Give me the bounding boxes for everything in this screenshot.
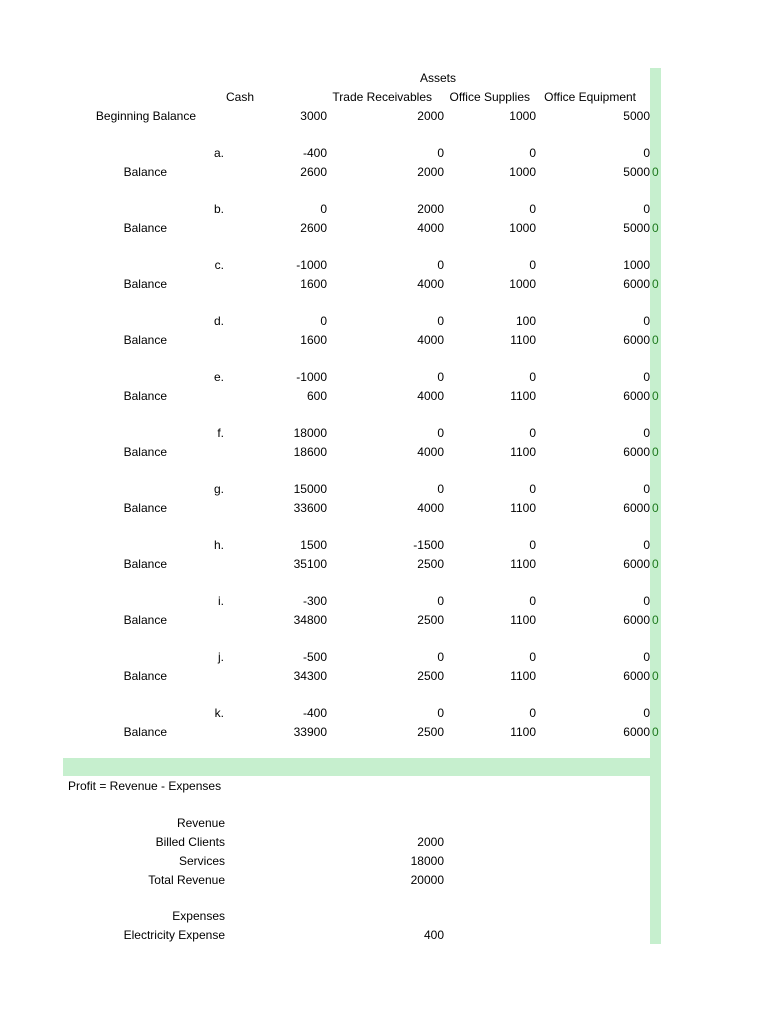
transaction-office-equipment: 0	[643, 594, 650, 608]
transaction-trade-receivables: 0	[437, 258, 444, 272]
office-supplies-header: Office Supplies	[449, 90, 530, 104]
balance-label: Balance	[123, 333, 167, 347]
balance-office-supplies: 1000	[509, 221, 536, 235]
assets-header: Assets	[419, 71, 456, 85]
transaction-letter: g.	[213, 482, 224, 496]
balance-check: 0	[652, 221, 659, 235]
balance-check: 0	[652, 389, 659, 403]
total-revenue-value: 20000	[410, 873, 444, 887]
beginning-office-supplies: 1000	[509, 109, 536, 123]
balance-cash: 34300	[293, 669, 327, 683]
highlight-row	[63, 758, 661, 776]
transaction-office-supplies: 0	[529, 370, 536, 384]
transaction-letter: k.	[214, 706, 224, 720]
trade-receivables-header: Trade Receivables	[332, 90, 432, 104]
total-revenue-label: Total Revenue	[148, 873, 225, 887]
transaction-letter: i.	[218, 594, 224, 608]
transaction-letter: e.	[213, 370, 224, 384]
balance-office-equipment: 6000	[623, 501, 650, 515]
transaction-office-equipment: 1000	[623, 258, 650, 272]
balance-label: Balance	[123, 669, 167, 683]
transaction-office-equipment: 0	[643, 650, 650, 664]
balance-office-equipment: 6000	[623, 557, 650, 571]
electricity-expense-label: Electricity Expense	[123, 928, 225, 942]
balance-cash: 34800	[293, 613, 327, 627]
expenses-header: Expenses	[172, 909, 225, 923]
balance-cash: 35100	[293, 557, 327, 571]
balance-office-equipment: 6000	[623, 613, 650, 627]
balance-office-supplies: 1100	[510, 445, 536, 459]
balance-check: 0	[652, 501, 659, 515]
transaction-trade-receivables: -1500	[413, 538, 444, 552]
transaction-trade-receivables: 0	[437, 482, 444, 496]
balance-cash: 1600	[300, 277, 327, 291]
profit-formula: Profit = Revenue - Expenses	[68, 779, 222, 793]
transaction-letter: a.	[213, 146, 224, 160]
balance-check: 0	[652, 165, 659, 179]
balance-office-equipment: 6000	[623, 669, 650, 683]
balance-office-supplies: 1100	[510, 669, 536, 683]
balance-trade-receivables: 2000	[417, 165, 444, 179]
transaction-cash: 0	[320, 202, 327, 216]
transaction-office-equipment: 0	[643, 370, 650, 384]
balance-office-equipment: 6000	[623, 445, 650, 459]
electricity-expense-value: 400	[423, 928, 444, 942]
balance-trade-receivables: 2500	[417, 725, 444, 739]
transaction-letter: f.	[217, 426, 224, 440]
balance-check: 0	[652, 725, 659, 739]
balance-office-supplies: 1000	[509, 277, 536, 291]
balance-check: 0	[652, 613, 659, 627]
transaction-trade-receivables: 0	[437, 650, 444, 664]
balance-office-supplies: 1100	[510, 501, 536, 515]
transaction-office-equipment: 0	[643, 314, 650, 328]
services-label: Services	[178, 854, 225, 868]
transaction-office-supplies: 0	[529, 202, 536, 216]
services-value: 18000	[410, 854, 444, 868]
transaction-cash: -1000	[296, 370, 327, 384]
office-equipment-header: Office Equipment	[544, 90, 636, 104]
balance-office-equipment: 6000	[623, 389, 650, 403]
transaction-office-supplies: 0	[529, 650, 536, 664]
balance-office-supplies: 1100	[510, 725, 536, 739]
transaction-cash: -400	[302, 706, 327, 720]
transaction-cash: -1000	[296, 258, 327, 272]
transaction-office-equipment: 0	[643, 202, 650, 216]
transaction-office-supplies: 0	[529, 146, 536, 160]
balance-check: 0	[652, 333, 659, 347]
transaction-trade-receivables: 0	[437, 370, 444, 384]
balance-check: 0	[652, 669, 659, 683]
transaction-office-equipment: 0	[643, 426, 650, 440]
balance-trade-receivables: 4000	[417, 389, 444, 403]
balance-cash: 33900	[293, 725, 327, 739]
balance-office-supplies: 1000	[509, 165, 536, 179]
transaction-trade-receivables: 0	[437, 314, 444, 328]
transaction-letter: b.	[213, 202, 224, 216]
balance-trade-receivables: 4000	[417, 221, 444, 235]
balance-label: Balance	[123, 165, 167, 179]
balance-check: 0	[652, 277, 659, 291]
balance-cash: 1600	[300, 333, 327, 347]
balance-label: Balance	[123, 725, 167, 739]
billed-clients-label: Billed Clients	[155, 835, 225, 849]
balance-label: Balance	[123, 613, 167, 627]
transaction-cash: 15000	[293, 482, 327, 496]
balance-cash: 18600	[293, 445, 327, 459]
transaction-letter: j.	[218, 650, 224, 664]
balance-label: Balance	[123, 389, 167, 403]
transaction-trade-receivables: 0	[437, 146, 444, 160]
transaction-letter: d.	[213, 314, 224, 328]
balance-office-equipment: 5000	[623, 221, 650, 235]
beginning-cash: 3000	[300, 109, 327, 123]
balance-trade-receivables: 4000	[417, 501, 444, 515]
transaction-office-supplies: 0	[529, 258, 536, 272]
balance-office-supplies: 1100	[510, 333, 536, 347]
transaction-office-supplies: 0	[529, 706, 536, 720]
balance-check: 0	[652, 557, 659, 571]
cash-header: Cash	[225, 90, 254, 104]
transaction-office-supplies: 0	[529, 594, 536, 608]
balance-office-equipment: 6000	[623, 277, 650, 291]
balance-office-equipment: 6000	[623, 333, 650, 347]
balance-trade-receivables: 4000	[417, 333, 444, 347]
transaction-office-supplies: 0	[529, 426, 536, 440]
revenue-header: Revenue	[176, 816, 225, 830]
balance-label: Balance	[123, 277, 167, 291]
transaction-trade-receivables: 0	[437, 706, 444, 720]
balance-trade-receivables: 2500	[417, 613, 444, 627]
transaction-cash: 18000	[293, 426, 327, 440]
transaction-trade-receivables: 0	[437, 426, 444, 440]
transaction-letter: h.	[213, 538, 224, 552]
beginning-trade-receivables: 2000	[417, 109, 444, 123]
transaction-trade-receivables: 2000	[417, 202, 444, 216]
balance-office-equipment: 6000	[623, 725, 650, 739]
balance-label: Balance	[123, 221, 167, 235]
beginning-balance-label: Beginning Balance	[95, 109, 196, 123]
transaction-cash: -500	[302, 650, 327, 664]
balance-label: Balance	[123, 445, 167, 459]
balance-office-equipment: 5000	[623, 165, 650, 179]
balance-office-supplies: 1100	[510, 613, 536, 627]
transaction-letter: c.	[214, 258, 224, 272]
balance-label: Balance	[123, 557, 167, 571]
billed-clients-value: 2000	[417, 835, 444, 849]
transaction-office-equipment: 0	[643, 146, 650, 160]
transaction-office-equipment: 0	[643, 538, 650, 552]
transaction-office-supplies: 0	[529, 538, 536, 552]
balance-cash: 600	[306, 389, 327, 403]
balance-cash: 33600	[293, 501, 327, 515]
balance-office-supplies: 1100	[510, 557, 536, 571]
transaction-trade-receivables: 0	[437, 594, 444, 608]
transaction-cash: 1500	[300, 538, 327, 552]
transaction-office-supplies: 100	[515, 314, 536, 328]
balance-check: 0	[652, 445, 659, 459]
transaction-cash: -400	[302, 146, 327, 160]
balance-trade-receivables: 2500	[417, 669, 444, 683]
transaction-office-equipment: 0	[643, 482, 650, 496]
transaction-office-equipment: 0	[643, 706, 650, 720]
balance-trade-receivables: 4000	[417, 277, 444, 291]
balance-trade-receivables: 2500	[417, 557, 444, 571]
balance-office-supplies: 1100	[510, 389, 536, 403]
transaction-cash: 0	[320, 314, 327, 328]
transaction-cash: -300	[302, 594, 327, 608]
balance-cash: 2600	[300, 165, 327, 179]
balance-label: Balance	[123, 501, 167, 515]
transaction-office-supplies: 0	[529, 482, 536, 496]
beginning-office-equipment: 5000	[623, 109, 650, 123]
balance-cash: 2600	[300, 221, 327, 235]
balance-trade-receivables: 4000	[417, 445, 444, 459]
